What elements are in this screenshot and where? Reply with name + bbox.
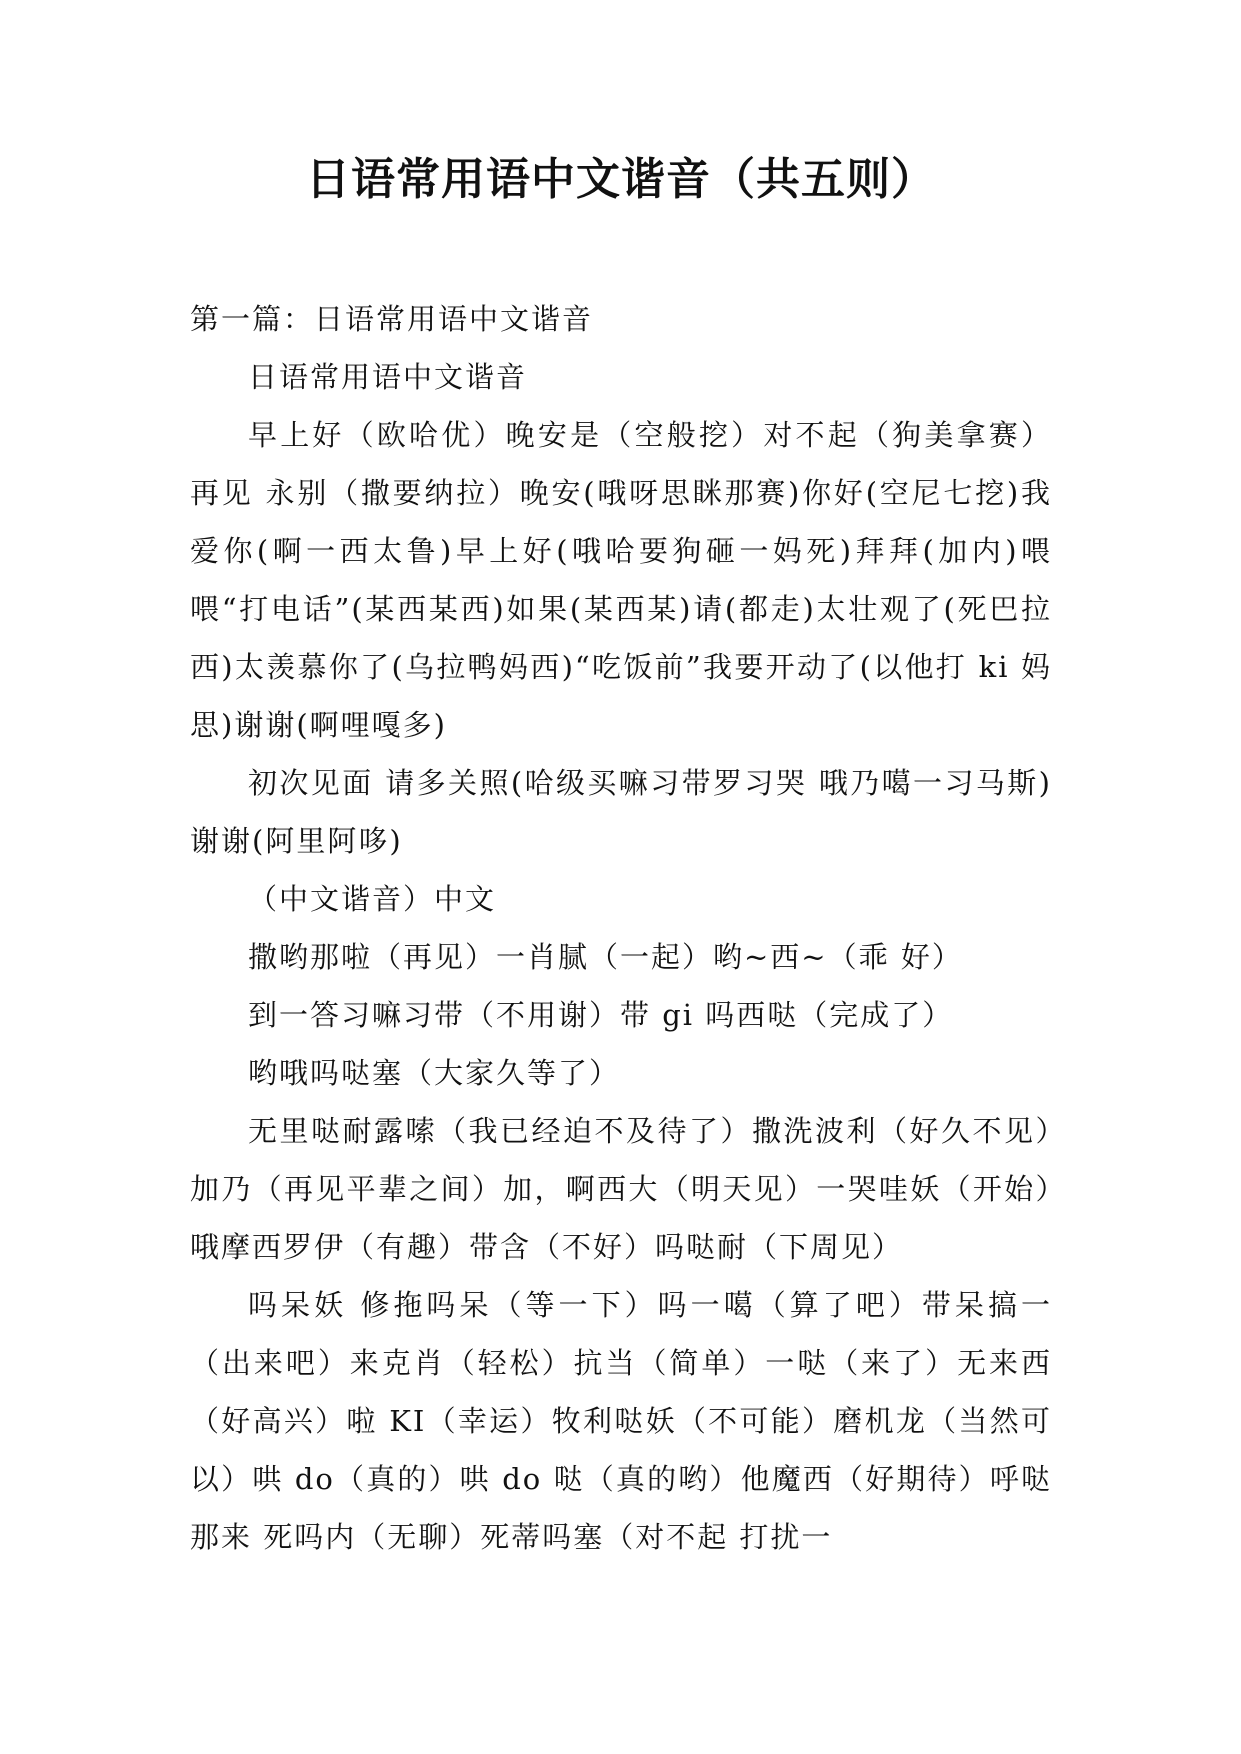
paragraph: （中文谐音）中文: [248, 882, 497, 916]
paragraph: 无里哒耐露嗦（我已经迫不及待了）撒洗波利（好久不见）加乃（再见平辈之间）加，啊西大（明天见）一哭哇妖（开始）哦摩西罗伊（有趣）带含（不好）吗哒耐（下周见）: [190, 1114, 1052, 1264]
document-page: [190, 0, 1052, 1754]
paragraph: 到一答习嘛习带（不用谢）带 gi 吗西哒（完成了）: [248, 998, 954, 1032]
document-body: [190, 290, 1052, 1566]
paragraph: 第一篇：日语常用语中文谐音: [190, 302, 594, 336]
document-title: 日语常用语中文谐音（共五则）: [306, 154, 936, 205]
paragraph: 日语常用语中文谐音: [248, 360, 528, 394]
paragraph: 初次见面 请多关照(哈级买嘛习带罗习哭 哦乃噶一习马斯)谢谢(阿里阿哆): [190, 766, 1052, 858]
paragraph: 哟哦吗哒塞（大家久等了）: [248, 1056, 621, 1090]
paragraph: 吗呆妖 修拖吗呆（等一下）吗一噶（算了吧）带呆搞一（出来吧）来克肖（轻松）抗当（简单）一哒（来了）无来西（好高兴）啦 KI（幸运）牧利哒妖（不可能）磨机龙（当然可以）哄 do（真的）哄 do 哒（真的哟）他魔西（好期待）呼哒那来 死吗内（无聊）死蒂吗塞（对不起 打扰一: [190, 1288, 1052, 1554]
paragraph: 撒哟那啦（再见）一肖腻（一起）哟~西~（乖 好）: [248, 940, 963, 974]
paragraph: 早上好（欧哈优）晚安是（空般挖）对不起（狗美拿赛）再见 永别（撒要纳拉）晚安(哦呀思眯那赛)你好(空尼七挖)我爱你(啊一西太鲁)早上好(哦哈要狗砸一妈死)拜拜(加内)喂喂“打电话”(某西某西)如果(某西某)请(都走)太壮观了(死巴拉西)太羡慕你了(乌拉鸭妈西)“吃饭前”我要开动了(以他打 ki 妈思)谢谢(啊哩嘎多): [190, 418, 1052, 742]
